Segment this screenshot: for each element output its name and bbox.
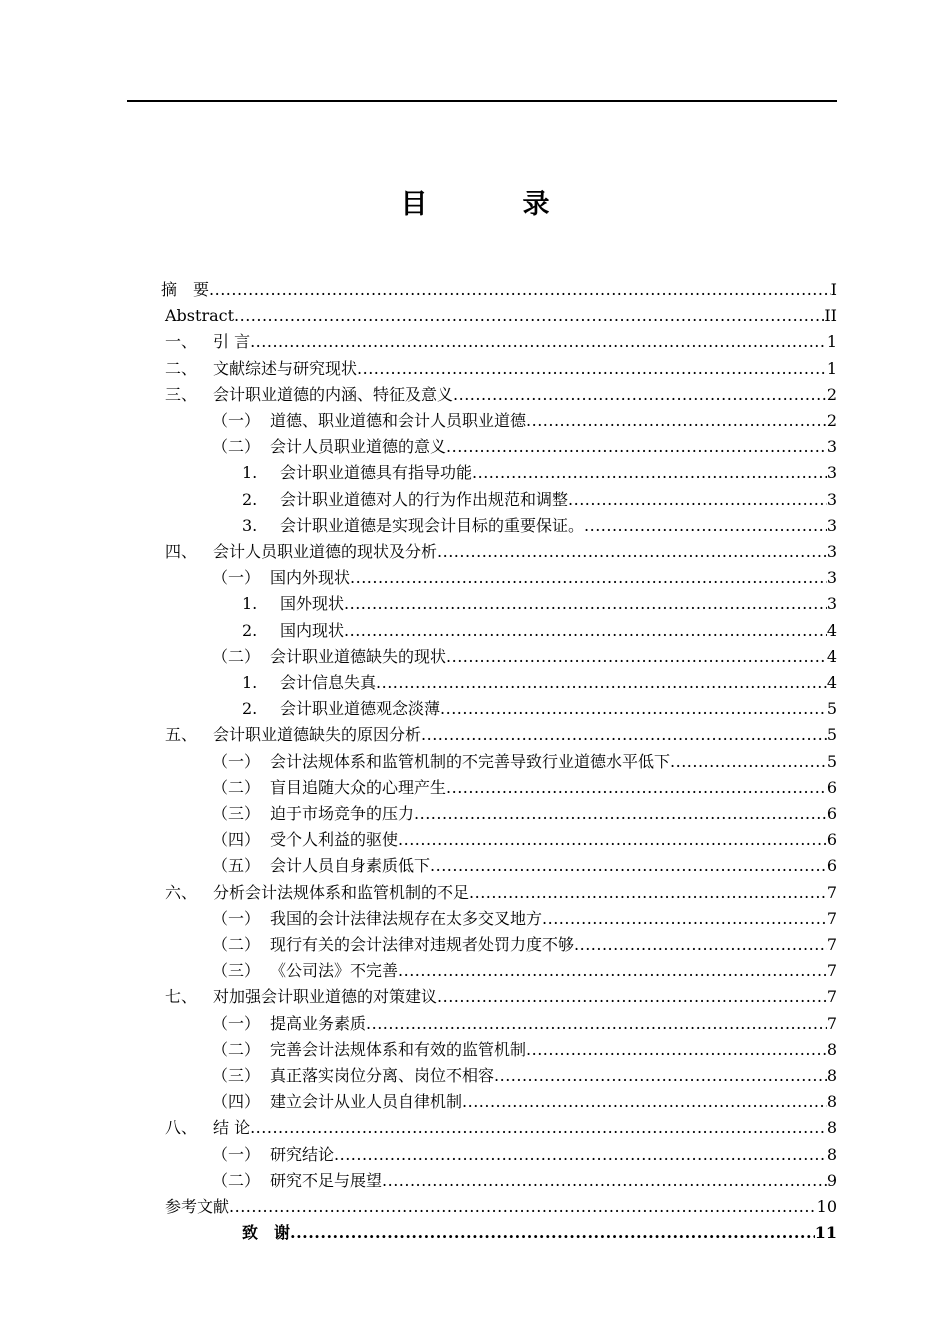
toc-dot-leader <box>670 749 827 775</box>
toc-entry[interactable] <box>242 670 837 696</box>
toc-entry-page: 8 <box>826 1118 837 1138</box>
toc-dot-leader <box>421 722 827 748</box>
toc-entry-page: I <box>830 280 837 299</box>
toc-dot-leader <box>526 1037 827 1063</box>
toc-dot-leader <box>357 356 827 382</box>
toc-entry-page: 5 <box>826 725 837 745</box>
toc-entry-title: 受个人利益的驱使 <box>270 830 399 850</box>
toc-entry[interactable] <box>165 382 837 408</box>
toc-entry-page: 7 <box>826 987 837 1007</box>
toc-entry[interactable] <box>165 303 837 329</box>
toc-entry-page: 1 <box>826 358 837 378</box>
toc-entry-page: 5 <box>826 751 837 771</box>
toc-entry-number: 2. <box>242 699 258 719</box>
toc-dot-leader <box>526 408 827 434</box>
toc-dot-leader <box>446 644 827 670</box>
toc-entry-number: 七、 <box>165 987 198 1007</box>
toc-entry-number: （四） <box>212 1092 261 1112</box>
toc-entry-number: 四、 <box>165 542 198 561</box>
toc-dot-leader <box>430 853 827 879</box>
toc-entry-number: （二） <box>212 935 261 954</box>
toc-entry[interactable] <box>212 853 837 879</box>
toc-entry-title: 提高业务素质 <box>270 1013 367 1033</box>
toc-dot-leader <box>446 775 827 801</box>
toc-entry-number: （五） <box>212 856 261 876</box>
toc-entry[interactable] <box>242 591 837 617</box>
toc-entry-title: 结 论 <box>213 1118 251 1138</box>
toc-entry-title: 道德、职业道德和会计人员职业道德 <box>270 411 527 430</box>
toc-dot-leader <box>568 487 827 513</box>
toc-entry-page: 2 <box>826 411 837 430</box>
toc-entry[interactable] <box>242 487 837 513</box>
toc-entry-title: 会计人员自身素质低下 <box>270 856 431 876</box>
toc-entry[interactable] <box>212 1063 837 1089</box>
toc-dot-leader <box>250 1115 827 1141</box>
toc-entry-number: （三） <box>212 1066 261 1085</box>
toc-entry-title: 完善会计法规体系和有效的监管机制 <box>270 1039 527 1059</box>
toc-entry-title: 参考文献 <box>165 1197 230 1216</box>
toc-entry-title: 引 言 <box>213 332 251 352</box>
page-title: 目 录 <box>400 189 584 220</box>
toc-dot-leader <box>398 958 827 984</box>
toc-entry-page: 3 <box>826 594 837 614</box>
toc-entry-title: 研究结论 <box>270 1144 335 1164</box>
toc-dot-leader <box>584 513 827 539</box>
toc-entry-number: 2. <box>242 489 258 509</box>
toc-entry-page: 7 <box>826 908 837 928</box>
toc-entry-page: 6 <box>826 804 837 823</box>
toc-dot-leader <box>398 827 827 853</box>
toc-entry-number: 3. <box>242 515 258 535</box>
toc-entry-title: 建立会计从业人员自律机制 <box>270 1092 463 1112</box>
toc-entry-number: 1. <box>242 594 258 614</box>
toc-entry[interactable] <box>212 749 837 775</box>
toc-entry-title: 致 谢 <box>242 1223 291 1243</box>
toc-entry[interactable] <box>212 408 837 434</box>
toc-entry[interactable] <box>212 644 837 670</box>
toc-entry-number: （一） <box>212 908 261 928</box>
toc-entry[interactable] <box>165 984 837 1010</box>
toc-entry[interactable] <box>165 722 837 748</box>
toc-entry-title: 会计职业道德缺失的原因分析 <box>213 725 422 745</box>
toc-entry-number: （一） <box>212 751 261 771</box>
toc-entry-title: 《公司法》不完善 <box>270 961 399 981</box>
toc-dot-leader <box>469 880 827 906</box>
toc-dot-leader <box>234 303 824 329</box>
toc-entry[interactable] <box>165 329 837 355</box>
toc-entry-page: 3 <box>826 489 837 509</box>
toc-entry[interactable] <box>212 958 837 984</box>
toc-dot-leader <box>376 670 827 696</box>
toc-dot-leader <box>453 382 827 408</box>
toc-entry-number: （一） <box>212 1144 261 1164</box>
toc-entry[interactable] <box>212 1011 837 1037</box>
toc-entry-title: 盲目追随大众的心理产生 <box>270 777 447 797</box>
toc-dot-leader <box>574 932 827 958</box>
toc-entry-number: （二） <box>212 437 261 457</box>
toc-entry-number: 1. <box>242 673 258 692</box>
toc-entry-page: 4 <box>826 646 837 666</box>
toc-entry-page: 6 <box>826 830 837 850</box>
toc-entry[interactable] <box>212 775 837 801</box>
toc-entry-number: 三、 <box>165 384 198 404</box>
toc-entry-page: 7 <box>826 882 837 902</box>
toc-dot-leader <box>446 434 827 460</box>
toc-entry-title: 会计信息失真 <box>280 673 377 692</box>
toc-entry-number: 2. <box>242 620 258 640</box>
toc-dot-leader <box>344 591 827 617</box>
toc-entry[interactable] <box>212 1168 837 1194</box>
toc-dot-leader <box>350 565 827 591</box>
toc-entry-page: 3 <box>826 568 837 588</box>
toc-entry-page: 10 <box>816 1197 837 1216</box>
header-rule <box>127 100 837 102</box>
toc-entry-number: （一） <box>212 1013 261 1033</box>
toc-entry-title: 国内外现状 <box>270 568 351 588</box>
toc-entry[interactable] <box>165 539 837 565</box>
toc-entry-page: 9 <box>826 1170 837 1190</box>
toc-entry[interactable] <box>212 434 837 460</box>
toc-dot-leader <box>344 618 827 644</box>
toc-entry-title: 会计职业道德对人的行为作出规范和调整 <box>280 489 569 509</box>
toc-entry-title: 研究不足与展望 <box>270 1170 383 1190</box>
toc-entry-title: Abstract <box>165 306 235 326</box>
toc-entry-title: 会计职业道德缺失的现状 <box>270 646 447 666</box>
toc-entry-number: （三） <box>212 961 261 981</box>
toc-entry-title: 对加强会计职业道德的对策建议 <box>213 987 438 1007</box>
toc-entry[interactable] <box>212 801 837 827</box>
toc-entry-number: 一、 <box>165 332 198 352</box>
toc-entry-title: 现行有关的会计法律对违规者处罚力度不够 <box>270 935 575 954</box>
toc-entry-title: 国外现状 <box>280 594 345 614</box>
toc-entry-page: 3 <box>826 542 837 561</box>
toc-entry-page: 4 <box>826 620 837 640</box>
toc-entry-title: 文献综述与研究现状 <box>213 358 358 378</box>
toc-entry-number: 1. <box>242 463 258 483</box>
toc-entry-title: 会计职业道德具有指导功能 <box>280 463 473 483</box>
toc-dot-leader <box>366 1011 827 1037</box>
toc-entry-number: 二、 <box>165 358 198 378</box>
toc-dot-leader <box>414 801 827 827</box>
toc-entry-number: （二） <box>212 777 261 797</box>
toc-entry-page: 6 <box>826 777 837 797</box>
toc-entry-number: （二） <box>212 1039 261 1059</box>
toc-entry-title: 我国的会计法律法规存在太多交叉地方 <box>270 908 543 928</box>
toc-entry-page: 8 <box>826 1092 837 1112</box>
toc-entry[interactable] <box>165 1115 837 1141</box>
toc-dot-leader <box>472 460 827 486</box>
toc-dot-leader <box>437 984 827 1010</box>
toc-entry-number: （一） <box>212 411 261 430</box>
toc-entry-page: 2 <box>826 384 837 404</box>
toc-dot-leader <box>382 1168 827 1194</box>
toc-entry-page: II <box>824 306 837 326</box>
toc-dot-leader <box>542 906 827 932</box>
toc-dot-leader <box>440 696 827 722</box>
toc-entry[interactable] <box>212 827 837 853</box>
toc-entry-page: 3 <box>826 515 837 535</box>
toc-entry-page: 8 <box>826 1144 837 1164</box>
toc-entry-number: （二） <box>212 646 261 666</box>
toc-entry-title: 会计人员职业道德的意义 <box>270 437 447 457</box>
toc-entry-title: 会计法规体系和监管机制的不完善导致行业道德水平低下 <box>270 751 671 771</box>
toc-entry-number: 六、 <box>165 882 198 902</box>
toc-entry[interactable] <box>212 1037 837 1063</box>
toc-dot-leader <box>462 1089 827 1115</box>
toc-entry-page: 3 <box>826 437 837 457</box>
toc-entry[interactable] <box>212 565 837 591</box>
toc-entry-page: 6 <box>826 856 837 876</box>
toc-entry-title: 真正落实岗位分离、岗位不相容 <box>270 1066 495 1085</box>
toc-entry-page: 8 <box>826 1039 837 1059</box>
toc-entry-title: 迫于市场竞争的压力 <box>270 804 415 823</box>
toc-entry[interactable] <box>165 356 837 382</box>
toc-entry[interactable] <box>242 618 837 644</box>
toc-entry-page: 7 <box>826 1013 837 1033</box>
toc-entry-page: 7 <box>826 935 837 954</box>
toc-entry-number: （四） <box>212 830 261 850</box>
toc-entry-number: （二） <box>212 1170 261 1190</box>
toc-entry-page: 5 <box>826 699 837 719</box>
toc-entry[interactable] <box>242 460 837 486</box>
toc-entry-title: 会计职业道德是实现会计目标的重要保证。 <box>280 515 585 535</box>
toc-entry[interactable] <box>212 906 837 932</box>
toc-entry-page: 11 <box>814 1223 837 1243</box>
toc-entry-title: 国内现状 <box>280 620 345 640</box>
toc-entry[interactable] <box>242 696 837 722</box>
toc-entry-number: （三） <box>212 804 261 823</box>
toc-entry-number: 五、 <box>165 725 198 745</box>
toc-entry[interactable] <box>161 277 837 303</box>
toc-entry[interactable] <box>212 932 837 958</box>
toc-entry-page: 7 <box>826 961 837 981</box>
toc-dot-leader <box>250 329 827 355</box>
toc-dot-leader <box>334 1142 827 1168</box>
toc-entry[interactable] <box>212 1142 837 1168</box>
toc-entry-title: 会计职业道德的内涵、特征及意义 <box>213 384 454 404</box>
toc-entry-title: 会计人员职业道德的现状及分析 <box>213 542 438 561</box>
toc-entry-page: 4 <box>826 673 837 692</box>
toc-entry[interactable] <box>242 513 837 539</box>
toc-entry-page: 1 <box>826 332 837 352</box>
toc-dot-leader <box>209 277 831 303</box>
toc-entry-title: 摘 要 <box>161 280 210 299</box>
toc-dot-leader <box>290 1220 815 1246</box>
toc-entry-title: 分析会计法规体系和监管机制的不足 <box>213 882 470 902</box>
toc-dot-leader <box>494 1063 827 1089</box>
toc-entry-page: 3 <box>826 463 837 483</box>
toc-entry-page: 8 <box>826 1066 837 1085</box>
toc-entry-title: 会计职业道德观念淡薄 <box>280 699 441 719</box>
toc-entry[interactable] <box>165 1194 837 1220</box>
toc-dot-leader <box>229 1194 817 1220</box>
toc-entry[interactable] <box>212 1089 837 1115</box>
toc-entry-number: 八、 <box>165 1118 198 1138</box>
toc-entry-number: （一） <box>212 568 261 588</box>
toc-entry[interactable] <box>242 1220 837 1246</box>
toc-entry[interactable] <box>165 880 837 906</box>
toc-dot-leader <box>437 539 827 565</box>
